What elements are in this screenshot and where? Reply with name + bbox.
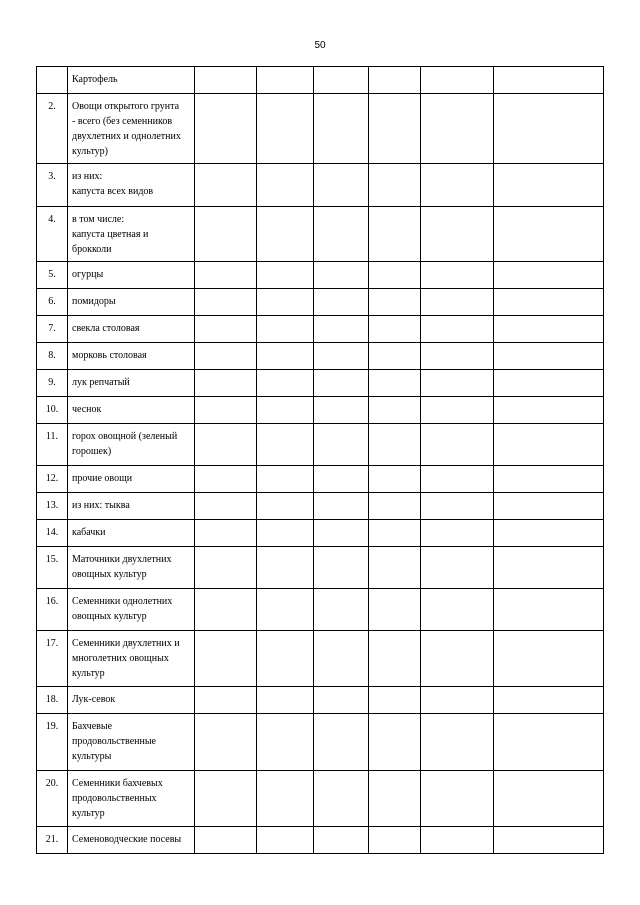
crop-name-line: Семенники бахчевых — [72, 778, 163, 789]
crop-name-line: многолетних овощных — [72, 653, 169, 664]
empty-cell — [314, 714, 369, 771]
empty-cell — [314, 316, 369, 343]
empty-cell — [494, 589, 604, 631]
empty-cell — [314, 397, 369, 424]
empty-cell — [195, 714, 257, 771]
row-number: 15. — [37, 547, 68, 589]
crop-name-line: овощных культур — [72, 611, 147, 622]
empty-cell — [494, 262, 604, 289]
empty-cell — [494, 493, 604, 520]
table-row — [37, 164, 604, 207]
empty-cell — [494, 687, 604, 714]
table-row — [37, 262, 604, 289]
empty-cell — [421, 687, 494, 714]
empty-cell — [369, 547, 421, 589]
empty-cell — [314, 164, 369, 207]
row-number: 2. — [37, 94, 68, 164]
crop-name-line: капуста цветная и — [72, 229, 149, 240]
crop-name — [68, 289, 195, 316]
empty-cell — [421, 316, 494, 343]
empty-cell — [494, 370, 604, 397]
crop-name — [68, 164, 195, 207]
crop-name — [68, 771, 195, 827]
crops-table — [36, 66, 604, 854]
empty-cell — [369, 289, 421, 316]
empty-cell — [421, 67, 494, 94]
empty-cell — [314, 589, 369, 631]
empty-cell — [257, 424, 314, 466]
empty-cell — [314, 547, 369, 589]
row-number: 3. — [37, 164, 68, 207]
empty-cell — [195, 827, 257, 854]
empty-cell — [195, 520, 257, 547]
table-row — [37, 397, 604, 424]
empty-cell — [195, 370, 257, 397]
empty-cell — [369, 397, 421, 424]
empty-cell — [195, 262, 257, 289]
empty-cell — [195, 94, 257, 164]
empty-cell — [369, 207, 421, 262]
crop-name — [68, 424, 195, 466]
empty-cell — [195, 589, 257, 631]
table-row — [37, 289, 604, 316]
empty-cell — [421, 207, 494, 262]
empty-cell — [257, 370, 314, 397]
empty-cell — [369, 316, 421, 343]
empty-cell — [257, 520, 314, 547]
empty-cell — [421, 94, 494, 164]
row-number: 12. — [37, 466, 68, 493]
empty-cell — [421, 547, 494, 589]
crop-name — [68, 397, 195, 424]
crop-name-line: морковь столовая — [72, 350, 147, 361]
empty-cell — [257, 466, 314, 493]
empty-cell — [421, 424, 494, 466]
crop-name — [68, 631, 195, 687]
empty-cell — [314, 466, 369, 493]
empty-cell — [314, 631, 369, 687]
empty-cell — [369, 343, 421, 370]
crop-name-line: Маточники двухлетних — [72, 554, 172, 565]
table-row — [37, 631, 604, 687]
empty-cell — [195, 397, 257, 424]
empty-cell — [257, 289, 314, 316]
empty-cell — [421, 827, 494, 854]
row-number: 5. — [37, 262, 68, 289]
row-number: 19. — [37, 714, 68, 771]
empty-cell — [421, 262, 494, 289]
row-number: 17. — [37, 631, 68, 687]
empty-cell — [369, 94, 421, 164]
crop-name-line: горошек) — [72, 446, 112, 457]
row-number: 11. — [37, 424, 68, 466]
empty-cell — [314, 94, 369, 164]
crop-name — [68, 207, 195, 262]
empty-cell — [195, 771, 257, 827]
empty-cell — [195, 547, 257, 589]
table-row — [37, 343, 604, 370]
empty-cell — [257, 316, 314, 343]
empty-cell — [314, 424, 369, 466]
crop-name-line: помидоры — [72, 296, 116, 307]
table-row — [37, 547, 604, 589]
empty-cell — [257, 262, 314, 289]
empty-cell — [257, 771, 314, 827]
empty-cell — [369, 424, 421, 466]
crop-name — [68, 94, 195, 164]
empty-cell — [494, 164, 604, 207]
empty-cell — [257, 493, 314, 520]
row-number: 14. — [37, 520, 68, 547]
crop-name-line: чеснок — [72, 404, 102, 415]
empty-cell — [494, 466, 604, 493]
empty-cell — [314, 520, 369, 547]
empty-cell — [421, 370, 494, 397]
empty-cell — [369, 466, 421, 493]
empty-cell — [257, 164, 314, 207]
row-number: 9. — [37, 370, 68, 397]
empty-cell — [494, 714, 604, 771]
row-number: 18. — [37, 687, 68, 714]
empty-cell — [369, 589, 421, 631]
empty-cell — [494, 94, 604, 164]
crop-name-line: из них: — [72, 171, 103, 182]
crop-name-line: двухлетних и однолетних — [72, 131, 181, 142]
crop-name-line: культур) — [72, 146, 109, 157]
empty-cell — [494, 424, 604, 466]
table-row — [37, 493, 604, 520]
empty-cell — [369, 827, 421, 854]
empty-cell — [369, 687, 421, 714]
crop-name-line: огурцы — [72, 269, 104, 280]
crop-name-line: в том числе: — [72, 214, 125, 225]
empty-cell — [369, 520, 421, 547]
empty-cell — [314, 370, 369, 397]
empty-cell — [421, 343, 494, 370]
empty-cell — [195, 316, 257, 343]
empty-cell — [195, 687, 257, 714]
crop-name-line: продовольственные — [72, 736, 156, 747]
table-row — [37, 687, 604, 714]
empty-cell — [257, 67, 314, 94]
empty-cell — [421, 289, 494, 316]
table-row — [37, 370, 604, 397]
empty-cell — [257, 547, 314, 589]
crop-name-line: капуста всех видов — [72, 186, 154, 197]
empty-cell — [369, 370, 421, 397]
crop-name-line: кабачки — [72, 527, 106, 538]
empty-cell — [369, 262, 421, 289]
crop-name — [68, 370, 195, 397]
crop-name-line: овощных культур — [72, 569, 147, 580]
empty-cell — [421, 466, 494, 493]
row-number: 16. — [37, 589, 68, 631]
row-number: 6. — [37, 289, 68, 316]
table-row — [37, 520, 604, 547]
empty-cell — [257, 589, 314, 631]
crop-name-line: Овощи открытого грунта — [72, 101, 180, 112]
crop-name — [68, 316, 195, 343]
crop-name-line: Семеноводческие посевы — [72, 834, 182, 845]
crop-name-line: культур — [72, 808, 105, 819]
empty-cell — [494, 67, 604, 94]
empty-cell — [369, 714, 421, 771]
empty-cell — [421, 589, 494, 631]
empty-cell — [314, 493, 369, 520]
table-row — [37, 316, 604, 343]
crop-name-line: Семенники двухлетних и — [72, 638, 180, 649]
crop-name — [68, 589, 195, 631]
crop-name-line: брокколи — [72, 244, 112, 255]
row-number: 21. — [37, 827, 68, 854]
crop-name-line: культур — [72, 668, 105, 679]
empty-cell — [494, 316, 604, 343]
empty-cell — [421, 631, 494, 687]
page-number: 50 — [314, 40, 326, 51]
empty-cell — [257, 687, 314, 714]
row-number: 8. — [37, 343, 68, 370]
crop-name-line: Семенники однолетних — [72, 596, 173, 607]
empty-cell — [494, 771, 604, 827]
table-row — [37, 714, 604, 771]
empty-cell — [257, 207, 314, 262]
empty-cell — [369, 67, 421, 94]
empty-cell — [314, 827, 369, 854]
table-row — [37, 589, 604, 631]
crop-name-line: - всего (без семенников — [72, 116, 173, 127]
empty-cell — [421, 397, 494, 424]
row-number: 4. — [37, 207, 68, 262]
row-number: 20. — [37, 771, 68, 827]
crop-name-line: продовольственных — [72, 793, 157, 804]
row-number: 7. — [37, 316, 68, 343]
empty-cell — [257, 714, 314, 771]
crop-name — [68, 520, 195, 547]
empty-cell — [314, 207, 369, 262]
row-number — [37, 67, 68, 94]
empty-cell — [421, 493, 494, 520]
table-row — [37, 466, 604, 493]
empty-cell — [314, 262, 369, 289]
empty-cell — [494, 343, 604, 370]
empty-cell — [257, 343, 314, 370]
crop-name — [68, 343, 195, 370]
empty-cell — [257, 94, 314, 164]
empty-cell — [369, 493, 421, 520]
crop-name — [68, 687, 195, 714]
crop-name — [68, 827, 195, 854]
crop-name-line: свекла столовая — [72, 323, 140, 334]
crop-name-line: Лук-севок — [72, 694, 116, 705]
crop-name-line: из них: тыква — [72, 500, 130, 511]
empty-cell — [421, 520, 494, 547]
empty-cell — [421, 771, 494, 827]
empty-cell — [257, 631, 314, 687]
empty-cell — [195, 466, 257, 493]
empty-cell — [257, 397, 314, 424]
empty-cell — [195, 424, 257, 466]
crop-name — [68, 67, 195, 94]
empty-cell — [314, 289, 369, 316]
table-row — [37, 424, 604, 466]
empty-cell — [314, 67, 369, 94]
crop-name — [68, 714, 195, 771]
empty-cell — [494, 827, 604, 854]
empty-cell — [494, 397, 604, 424]
empty-cell — [195, 164, 257, 207]
empty-cell — [195, 207, 257, 262]
empty-cell — [421, 164, 494, 207]
table-row — [37, 67, 604, 94]
crop-name — [68, 547, 195, 589]
empty-cell — [314, 343, 369, 370]
row-number: 10. — [37, 397, 68, 424]
crop-name-line: лук репчатый — [72, 377, 130, 388]
empty-cell — [494, 289, 604, 316]
crop-name — [68, 262, 195, 289]
table-row — [37, 207, 604, 262]
empty-cell — [494, 207, 604, 262]
empty-cell — [421, 714, 494, 771]
crop-name — [68, 466, 195, 493]
empty-cell — [314, 771, 369, 827]
empty-cell — [195, 631, 257, 687]
crop-name-line: Бахчевые — [72, 721, 113, 732]
empty-cell — [257, 827, 314, 854]
empty-cell — [369, 771, 421, 827]
empty-cell — [195, 343, 257, 370]
empty-cell — [494, 520, 604, 547]
empty-cell — [369, 164, 421, 207]
empty-cell — [369, 631, 421, 687]
empty-cell — [494, 547, 604, 589]
empty-cell — [494, 631, 604, 687]
crop-name-line: прочие овощи — [72, 473, 133, 484]
crop-name-line: Картофель — [72, 74, 118, 85]
table-row — [37, 771, 604, 827]
empty-cell — [195, 67, 257, 94]
empty-cell — [195, 289, 257, 316]
crop-name-line: горох овощной (зеленый — [72, 431, 178, 442]
table-row — [37, 827, 604, 854]
table-row — [37, 94, 604, 164]
row-number: 13. — [37, 493, 68, 520]
empty-cell — [314, 687, 369, 714]
crop-name-line: культуры — [72, 751, 112, 762]
crop-name — [68, 493, 195, 520]
empty-cell — [195, 493, 257, 520]
